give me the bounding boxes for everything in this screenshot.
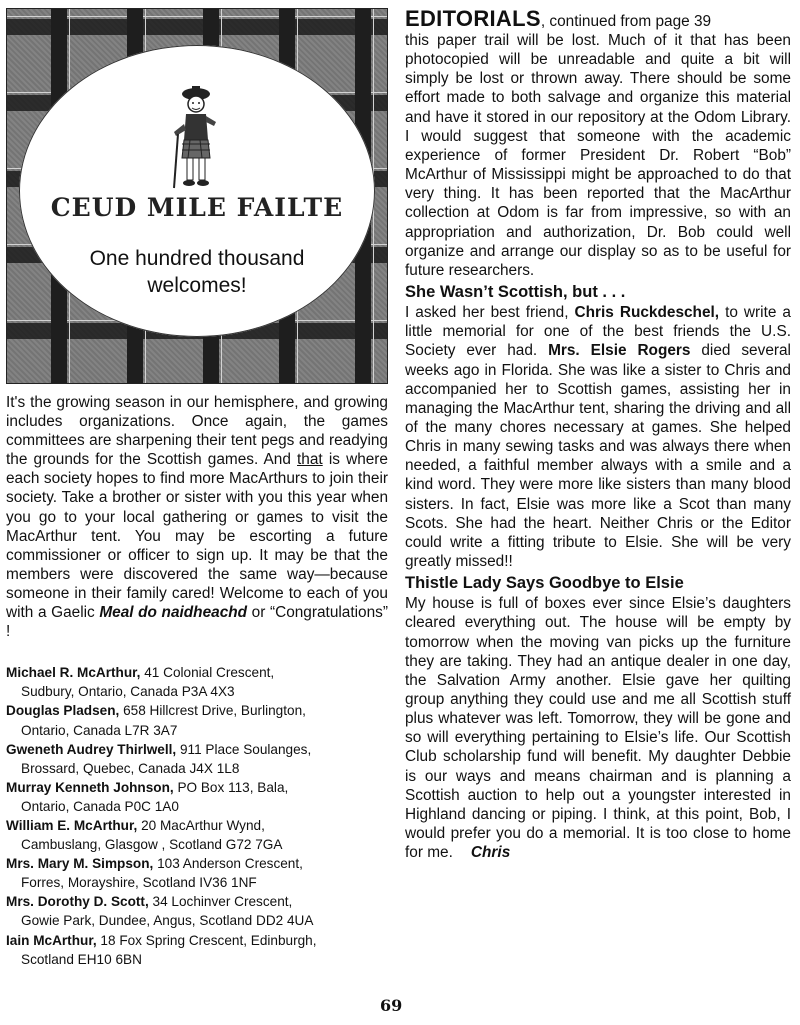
member-entry: Douglas Pladsen, 658 Hillcrest Drive, Burlington, Ontario, Canada L7R 3A7	[6, 703, 306, 738]
new-members-list	[6, 663, 390, 969]
intro-text-1: It's the growing season in our hemisphere, and growing includes organizations. Once again, the games committees are sharpening their tent pegs and readying the grounds for the Scottish games. And	[6, 394, 388, 469]
page-number: 69	[380, 996, 403, 1015]
section-title-elsie: She Wasn’t Scottish, but . . .	[405, 283, 626, 302]
tartan-banner	[6, 8, 388, 384]
member-entry: Mrs. Mary M. Simpson, 103 Anderson Crescent, Forres, Morayshire, Scotland IV36 1NF	[6, 856, 303, 891]
signature: Chris	[470, 844, 511, 862]
subtitle-line-2: welcomes!	[147, 274, 247, 297]
editorials-title: EDITORIALS	[405, 6, 541, 31]
welcome-subtitle	[47, 245, 347, 299]
intro-text-3: or “Congratulations” !	[6, 604, 389, 641]
welcome-paragraph	[6, 393, 388, 641]
member-entry: Michael R. McArthur, 41 Colonial Crescent, Sudbury, Ontario, Canada P3A 4X3	[6, 665, 275, 700]
continued-note: , continued from page 39	[540, 13, 712, 30]
friend-name: Chris Ruckdeschel,	[574, 304, 720, 322]
subtitle-line-1: One hundred thousand	[89, 247, 305, 270]
member-entry: Iain McArthur, 18 Fox Spring Crescent, Edinburgh, Scotland EH10 6BN	[6, 932, 317, 967]
member-entry: William E. McArthur, 20 MacArthur Wynd, Cambuslang, Glasgow , Scotland G72 7GA	[6, 817, 283, 853]
member-entry: Gweneth Audrey Thirlwell, 911 Place Soulanges, Brossard, Quebec, Canada J4X 1L8	[6, 741, 312, 776]
editorials-heading	[405, 6, 791, 31]
right-column	[405, 6, 791, 862]
section-title-thistle: Thistle Lady Says Goodbye to Elsie	[405, 574, 684, 593]
thistle-lady-text: My house is full of boxes ever since Elsie’s daughters cleared everything out. The house will be empty by tomorrow when the moving van picks up the furniture they are taking. They had an antique dealer in one day, the Salvation Army another. Elsie gave her quilting group anything they could use and me all Scottish stuff plus whatever was left. Tomorrow, they will be gone and so will everything pertaining to Elsie’s life. Our Scottish Club scholarship fund will benefit. My daughter Debbie is our ways and means chairman and is planning a Scottish auction to help out a youngster interested in Highland dancing or piping. I think, at this point, Bob, I would prefer you do a memorial. It is too close to home for me. Chris	[405, 595, 791, 862]
member-entry: Mrs. Dorothy D. Scott, 34 Lochinver Crescent, Gowie Park, Dundee, Angus, Scotland DD2 4UA	[6, 894, 314, 929]
piper-illustration	[170, 84, 222, 194]
intro-underlined: that	[297, 451, 323, 469]
elsie-memorial-text: I asked her best friend, Chris Ruckdeschel, to write a little memorial for one of the best friends the U.S. Society ever had. Mrs. Elsie Rogers died several weeks ago in Florida. She was like a sister to Chris and accompanied her to Scottish games, assisting her in managing the MacArthur tent, sharing the driving and all of the many chores necessary at games. She helped Chris in many sewing tasks and was always there when needed, a faithful member always with a smile and a kind word. They were more like sisters than many blood sisters. In fact, Elsie was more like a Scot than many Scots. She had the heart. Neither Chris or the Editor could write a fitting tribute to Elsie. She will be very greatly missed!!	[405, 304, 791, 571]
gaelic-title: CEUD MILE FAILTE	[50, 193, 344, 222]
member-entry: Murray Kenneth Johnson, PO Box 113, Bala, Ontario, Canada P0C 1A0	[6, 779, 289, 814]
subject-name: Mrs. Elsie Rogers	[548, 342, 691, 360]
editorials-text: this paper trail will be lost. Much of it that has been photocopied will be unreadable and quite a bit will simply be lost or thrown away. There should be some effort made to both salvage and organize this material and have it stored in our repository at the Odom Library. I would suggest that someone with the academic experience of former President Dr. Robert “Bob” McArthur of Mississippi might be approached to do that very thing. It has been reported that the MacArthur collection at Odom is far from impressive, so with an appropriation and authorization, Dr. Bob could well organize and arrange our display so as to be useful for future researchers.	[405, 32, 791, 279]
left-column	[6, 8, 390, 969]
gaelic-phrase: Meal do naidheachd	[99, 604, 248, 622]
intro-text-2: is where each society hopes to find more MacArthurs to join their society. Take a brother or sister with you this year when you go to your local gathering or games to visit the MacArthur tent. You may be escorting a future commissioner or officer to sign up. It may be that the members were discovered the same way—because someone in their family cared! Welcome to each of you with a Gaelic	[6, 451, 388, 622]
